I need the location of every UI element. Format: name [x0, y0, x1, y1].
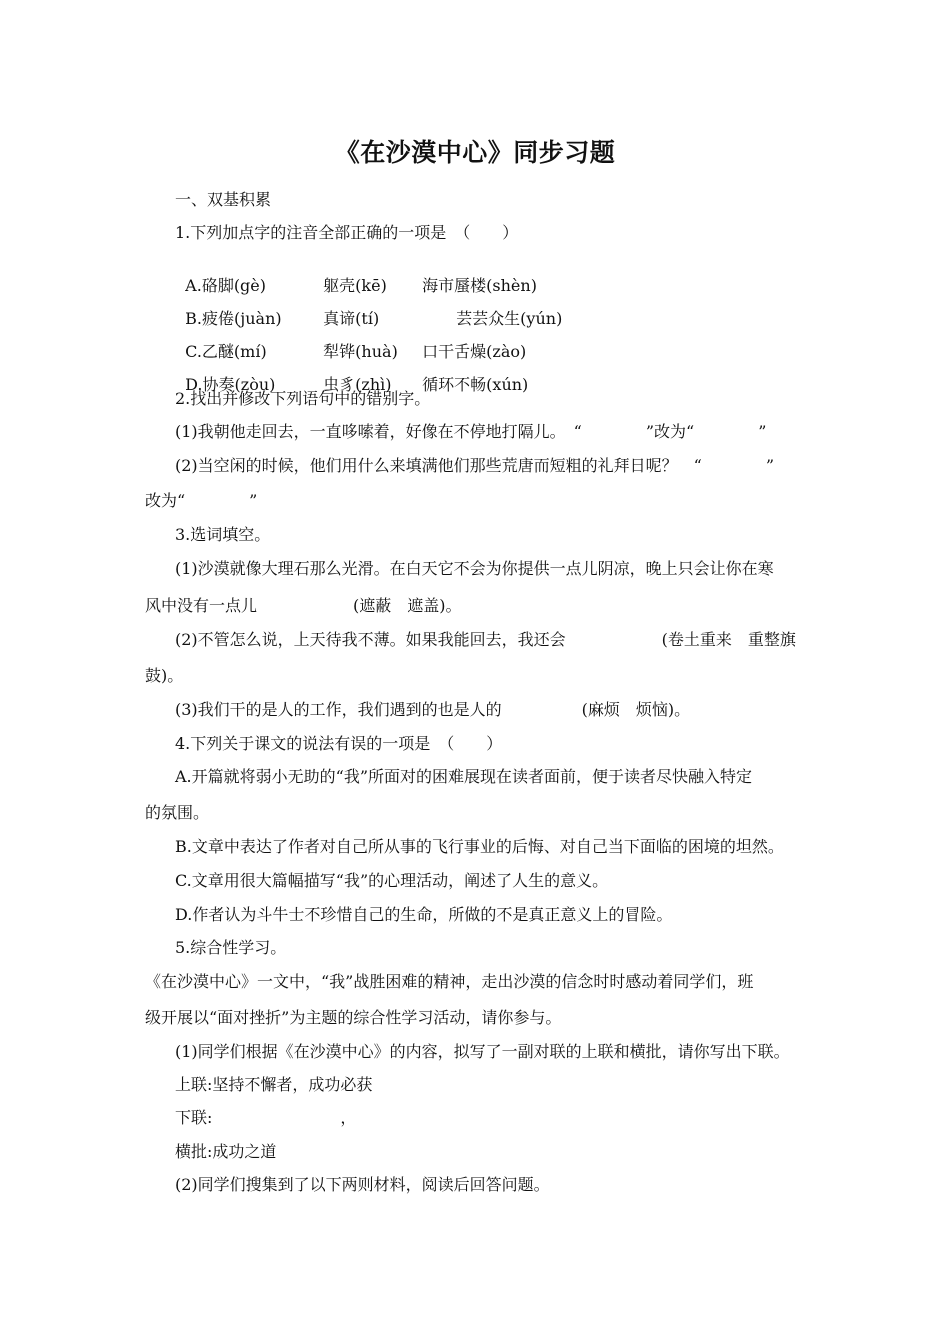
couplet-lower: 下联: ，: [175, 1108, 357, 1127]
question-4-option-c: C.文章用很大篇幅描写“我”的心理活动，阐述了人生的意义。: [175, 871, 609, 890]
question-3-item-2: (2)不管怎么说，上天待我不薄。如果我能回去，我还会 (卷土重来 重整旗: [175, 630, 796, 649]
question-4-stem: 4.下列关于课文的说法有误的一项是 （ ）: [175, 734, 503, 753]
question-1-stem: 1.下列加点字的注音全部正确的一项是 （ ）: [175, 223, 519, 242]
question-3-item-3: (3)我们干的是人的工作，我们遇到的也是人的 (麻烦 烦恼)。: [175, 700, 691, 719]
question-2-item-2-cont: 改为“ ”: [145, 491, 258, 510]
question-4-option-a: A.开篇就将弱小无助的“我”所面对的困难展现在读者面前，便于读者尽快融入特定: [175, 767, 753, 786]
question-5-item-2: (2)同学们搜集到了以下两则材料，阅读后回答问题。: [175, 1175, 550, 1194]
question-2-item-1: (1)我朝他走回去，一直哆嗦着，好像在不停地打隔儿。 “ ”改为“ ”: [175, 422, 767, 441]
question-1-option-c: C.乙醚(mí) 犁铧(huà) 口干舌燥(zào): [185, 342, 527, 361]
question-1-option-d: D.协奏(zòu) 虫豸(zhì) 循环不畅(xún): [185, 375, 529, 394]
question-1-option-b: B.疲倦(juàn) 真谛(tí) 芸芸众生(yún): [185, 309, 563, 328]
question-4-option-b: B.文章中表达了作者对自己所从事的飞行事业的后悔、对自己当下面临的困境的坦然。: [175, 837, 784, 856]
question-4-option-a-cont: 的氛围。: [145, 803, 210, 822]
question-5-intro-cont: 级开展以“面对挫折”为主题的综合性学习活动，请你参与。: [145, 1008, 562, 1027]
question-5-intro: 《在沙漠中心》一文中，“我”战胜困难的精神，走出沙漠的信念时时感动着同学们，班: [145, 972, 754, 991]
question-1-option-a: A.硌脚(gè) 躯壳(kē) 海市蜃楼(shèn): [185, 276, 537, 295]
couplet-upper: 上联:坚持不懈者，成功必获: [175, 1075, 373, 1094]
question-2-stem: 2.找出并修改下列语句中的错别字。: [175, 389, 431, 408]
question-3-item-1: (1)沙漠就像大理石那么光滑。在白天它不会为你提供一点儿阴凉，晚上只会让你在寒: [175, 559, 774, 578]
page-title: 《在沙漠中心》同步习题: [334, 138, 616, 167]
question-4-option-d: D.作者认为斗牛士不珍惜自己的生命，所做的不是真正意义上的冒险。: [175, 905, 673, 924]
question-5-item-1: (1)同学们根据《在沙漠中心》的内容，拟写了一副对联的上联和横批，请你写出下联。: [175, 1042, 790, 1061]
question-3-item-2-cont: 鼓)。: [145, 666, 184, 685]
question-5-stem: 5.综合性学习。: [175, 938, 287, 957]
question-2-item-2: (2)当空闲的时候，他们用什么来填满他们那些荒唐而短粗的礼拜日呢？ “ ”: [175, 456, 775, 475]
couplet-horizontal: 横批:成功之道: [175, 1142, 277, 1161]
question-3-item-1-cont: 风中没有一点儿 (遮蔽 遮盖)。: [145, 596, 462, 615]
question-3-stem: 3.选词填空。: [175, 525, 271, 544]
section-heading: 一、双基积累: [175, 190, 272, 209]
